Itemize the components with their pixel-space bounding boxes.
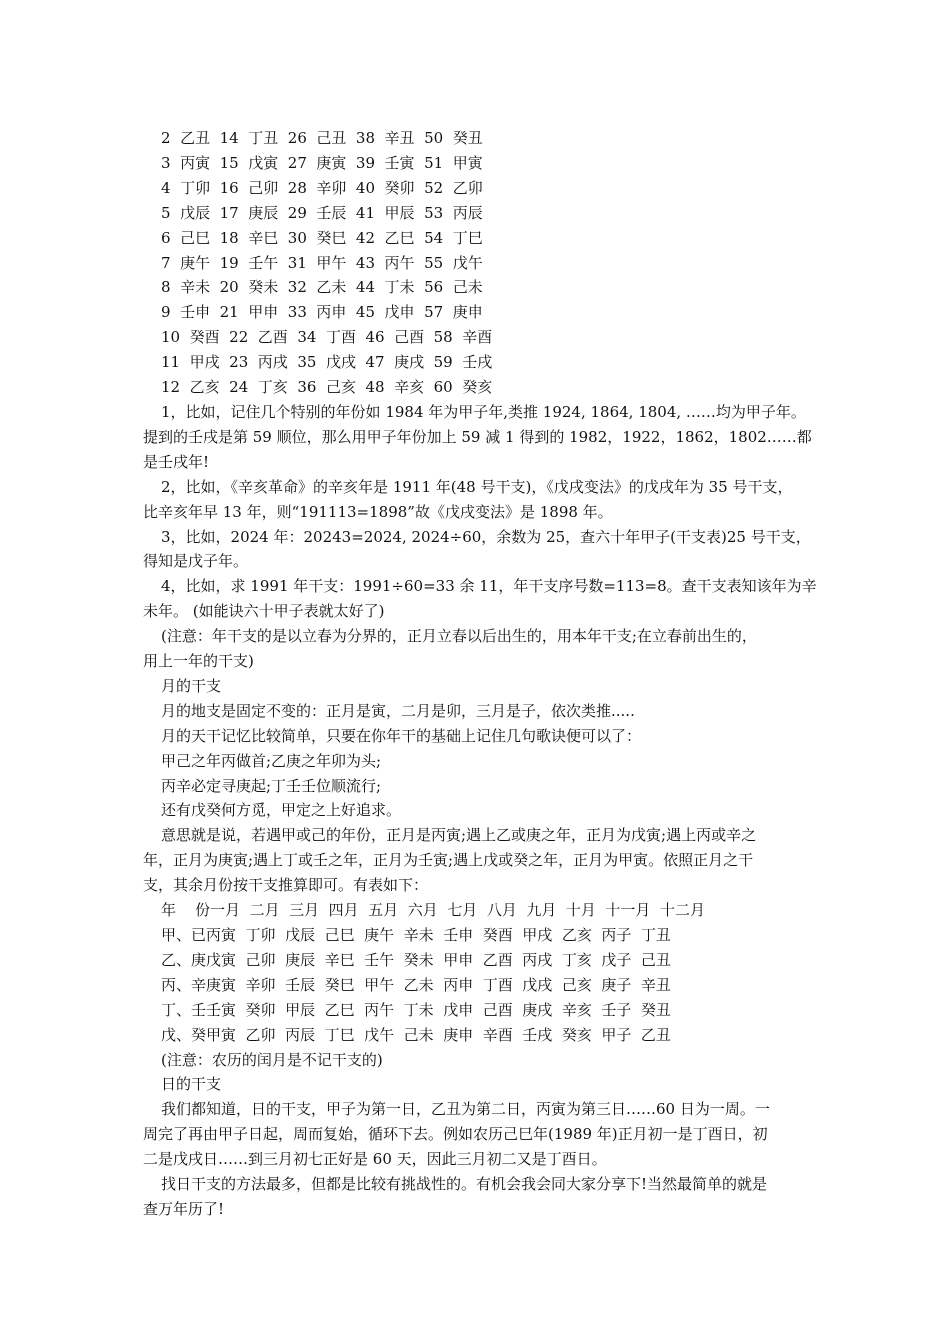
month-table-row: 丁、壬壬寅 癸卯 甲辰 乙巳 丙午 丁未 戊申 己酉 庚戌 辛亥 壬子 癸丑	[161, 1000, 671, 1019]
month-section-heading: 月的干支	[161, 676, 222, 695]
year-example-1-line-1: 1，比如，记住几个特别的年份如 1984 年为甲子年,类推 1924, 1864, 1804, ……均为甲子年。	[161, 402, 806, 421]
month-verse-line: 还有戊癸何方觅，甲定之上好追求。	[161, 801, 402, 820]
cycle-row: 3 丙寅 15 戊寅 27 庚寅 39 壬寅 51 甲寅	[161, 153, 483, 172]
year-note-line-2: 用上一年的干支)	[143, 652, 254, 671]
year-example-1-line-3: 是壬戌年!	[143, 452, 210, 471]
day-paragraph-1-line-2: 周完了再由甲子日起，周而复始，循环下去。例如农历己巳年(1989 年)正月初一是丁酉日，初	[143, 1125, 768, 1144]
year-example-3-line-1: 3，比如，2024 年：20243=2024, 2024÷60，余数为 25，查六十年甲子(干支表)25 号干支，	[161, 527, 811, 546]
cycle-row: 11 甲戌 23 丙戌 35 戊戌 47 庚戌 59 壬戌	[161, 353, 493, 372]
month-verse-line: 丙辛必定寻庚起;丁壬壬位顺流行;	[161, 776, 382, 795]
cycle-row: 8 辛未 20 癸未 32 乙未 44 丁未 56 己未	[161, 278, 483, 297]
year-example-2-line-1: 2，比如，《辛亥革命》的辛亥年是 1911 年(48 号干支)，《戊戌变法》的戊戌年为 35 号干支，	[161, 477, 793, 496]
cycle-row: 7 庚午 19 壬午 31 甲午 43 丙午 55 戊午	[161, 253, 483, 272]
day-paragraph-2-line-1: 找日干支的方法最多，但都是比较有挑战性的。有机会我会同大家分享下!当然最简单的就是	[161, 1175, 768, 1194]
cycle-row: 4 丁卯 16 己卯 28 辛卯 40 癸卯 52 乙卯	[161, 178, 483, 197]
month-table-header: 年 份一月 二月 三月 四月 五月 六月 七月 八月 九月 十月 十一月 十二月	[161, 901, 705, 920]
cycle-row: 6 己巳 18 辛巳 30 癸巳 42 乙巳 54 丁巳	[161, 228, 483, 247]
month-note: (注意：农历的闰月是不记干支的)	[161, 1050, 383, 1069]
year-example-4-line-1: 4，比如，求 1991 年干支：1991÷60=33 余 11，年干支序号数=113=8。查干支表知该年为辛	[161, 577, 817, 596]
month-explain-line-2: 年，正月为庚寅;遇上丁或壬之年，正月为壬寅;遇上戊或癸之年，正月为甲寅。依照正月之干	[143, 851, 754, 870]
month-paragraph-2: 月的天干记忆比较简单，只要在你年干的基础上记住几句歌诀便可以了：	[161, 726, 642, 745]
month-verse-line: 甲己之年丙做首;乙庚之年卯为头;	[161, 751, 382, 770]
document-page	[143, 126, 823, 1222]
cycle-row: 10 癸酉 22 乙酉 34 丁酉 46 己酉 58 辛酉	[161, 328, 493, 347]
month-explain-line-3: 支，其余月份按干支推算即可。有表如下：	[143, 876, 429, 895]
cycle-row: 12 乙亥 24 丁亥 36 己亥 48 辛亥 60 癸亥	[161, 378, 493, 397]
day-paragraph-2-line-2: 查万年历了!	[143, 1199, 225, 1218]
month-explain-line-1: 意思就是说，若遇甲或己的年份，正月是丙寅;遇上乙或庚之年，正月为戊寅;遇上丙或辛之	[161, 826, 757, 845]
cycle-row: 9 壬申 21 甲申 33 丙申 45 戊申 57 庚申	[161, 303, 483, 322]
day-paragraph-1-line-3: 二是戊戌日……到三月初七正好是 60 天，因此三月初二又是丁酉日。	[143, 1150, 607, 1169]
year-note-line-1: (注意：年干支的是以立春为分界的，正月立春以后出生的，用本年干支;在立春前出生的，	[161, 627, 757, 646]
year-example-1-line-2: 提到的壬戌是第 59 顺位，那么用甲子年份加上 59 减 1 得到的 1982，1922，1862，1802……都	[143, 427, 812, 446]
cycle-row: 5 戊辰 17 庚辰 29 壬辰 41 甲辰 53 丙辰	[161, 203, 483, 222]
month-table-row: 戊、癸甲寅 乙卯 丙辰 丁巳 戊午 己未 庚申 辛酉 壬戌 癸亥 甲子 乙丑	[161, 1025, 671, 1044]
month-table-row: 甲、已丙寅 丁卯 戊辰 己巳 庚午 辛未 壬申 癸酉 甲戌 乙亥 丙子 丁丑	[161, 926, 671, 944]
day-paragraph-1-line-1: 我们都知道，日的干支，甲子为第一日，乙丑为第二日，丙寅为第三日……60 日为一周。一	[161, 1100, 770, 1119]
month-table-row: 乙、庚戊寅 己卯 庚辰 辛巳 壬午 癸未 甲申 乙酉 丙戌 丁亥 戊子 己丑	[161, 950, 671, 969]
cycle-row: 2 乙丑 14 丁丑 26 己丑 38 辛丑 50 癸丑	[161, 129, 483, 147]
month-paragraph-1: 月的地支是固定不变的：正月是寅，二月是卯，三月是子，依次类推.....	[161, 701, 635, 720]
day-section-heading: 日的干支	[161, 1075, 222, 1094]
year-example-4-line-2: 未年。 (如能诀六十甲子表就太好了)	[143, 602, 385, 621]
month-table-row: 丙、辛庚寅 辛卯 壬辰 癸巳 甲午 乙未 丙申 丁酉 戊戌 己亥 庚子 辛丑	[161, 975, 671, 994]
year-example-3-line-2: 得知是戊子年。	[143, 552, 249, 571]
year-example-2-line-2: 比辛亥年早 13 年，则“191113=1898”故《戊戌变法》是 1898 年。	[143, 502, 613, 521]
